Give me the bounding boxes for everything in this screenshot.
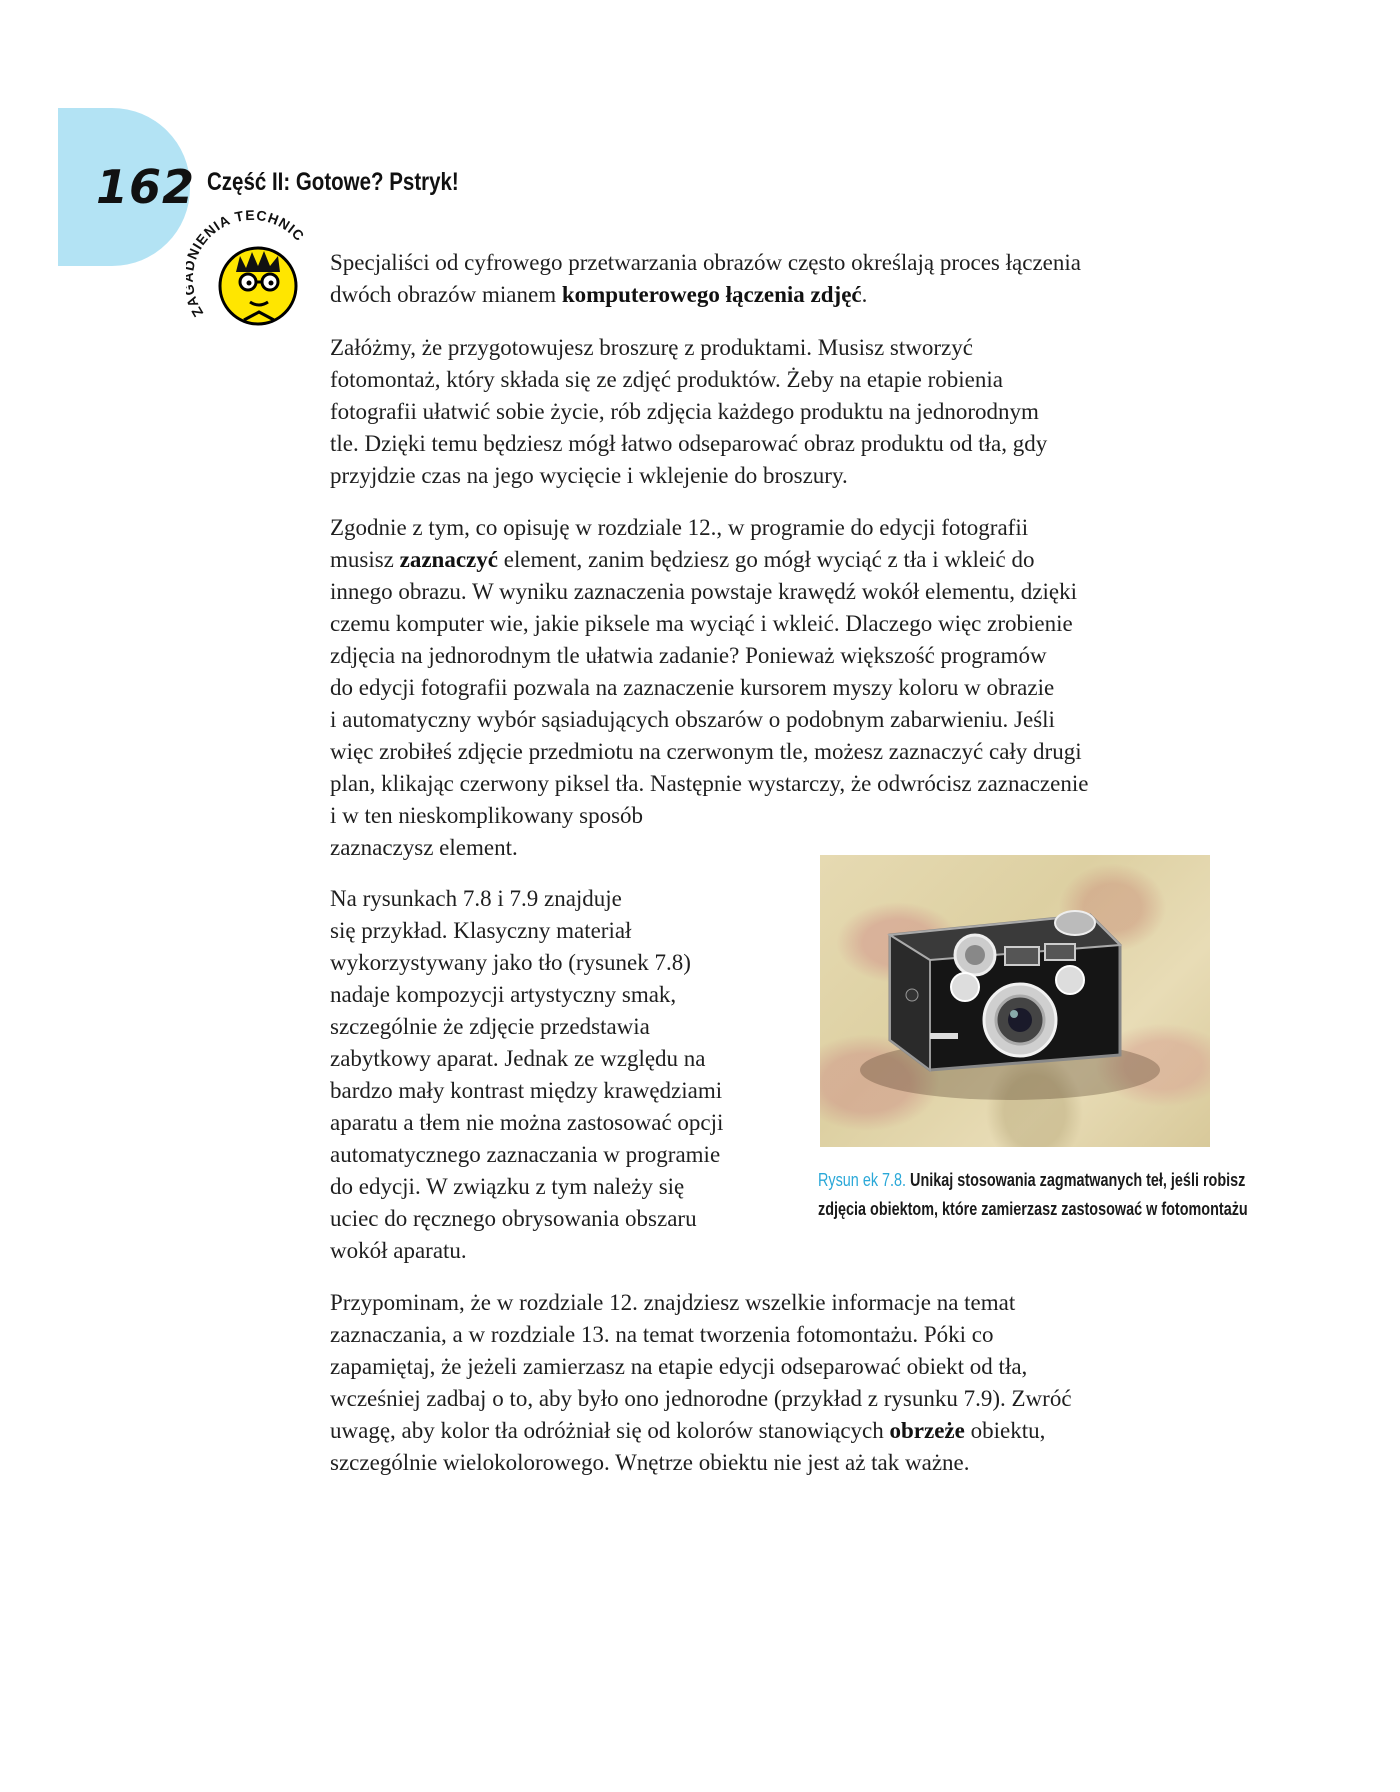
text-run: dwóch obrazów mianem [330,282,562,307]
text-line [330,736,1088,768]
text-run: Specjaliści od cyfrowego przetwarzania obrazów często określają proces łączenia [330,250,1081,275]
text-run: i automatyczny wybór sąsiadujących obszarów o podobnym zabarwieniu. Jeśli [330,707,1055,732]
badge-text: Z IENIA TECHNIC [187,206,308,320]
text-line [330,332,1047,364]
text-run: się przykład. Klasyczny materiał [330,918,632,943]
text-line [330,768,1088,800]
text-line [330,544,1088,576]
text-run: fotomontaż, który składa się ze zdjęć produktów. Żeby na etapie robienia [330,367,1003,392]
text-line [330,460,1047,492]
text-run: zaznaczysz element. [330,835,518,860]
text-line [330,947,723,979]
text-run: zdjęcia na jednorodnym tle ułatwia zadanie? Ponieważ większość programów [330,643,1047,668]
text-line [330,608,1088,640]
text-line [330,279,1081,311]
text-line [330,1351,1072,1383]
text-line [330,883,723,915]
text-line [330,1447,1072,1479]
text-run: obiektu, [964,1418,1046,1443]
text-line [330,672,1088,704]
text-run: element, zanim będziesz go mógł wyciąć z tła i wkleić do [497,547,1035,572]
text-run: musisz [330,547,400,572]
text-line [330,428,1047,460]
text-run: szczególnie wielokolorowego. Wnętrze obiektu nie jest aż tak ważne. [330,1450,970,1475]
text-run: zabytkowy aparat. Jednak ze względu na [330,1046,706,1071]
text-line [330,512,1088,544]
bold-term: zaznaczyć [399,547,498,572]
text-line [330,1139,723,1171]
text-run: Przypominam, że w rozdziale 12. znajdziesz wszelkie informacje na temat [330,1290,1016,1315]
text-line [330,1075,723,1107]
text-run: zapamiętaj, że jeżeli zamierzasz na etapie edycji odseparować obiekt od tła, [330,1354,1028,1379]
text-run: aparatu a tłem nie można zastosować opcji [330,1110,724,1135]
figure-caption-label: Rysun ek 7.8. [818,1170,907,1190]
text-line [330,915,723,947]
text-line [330,247,1081,279]
text-run: uwagę, aby kolor tła odróżniał się od kolorów stanowiących [330,1418,890,1443]
figure-camera-photo [820,855,1210,1147]
technical-stuff-face-icon [186,206,316,346]
text-run: innego obrazu. W wyniku zaznaczenia powstaje krawędź wokół elementu, dzięki [330,579,1078,604]
paragraph-2 [330,332,1047,492]
text-run: do edycji. W związku z tym należy się [330,1174,685,1199]
figure-caption [818,1166,1248,1224]
text-run: . [861,282,868,307]
text-line [330,1043,723,1075]
text-line [330,1235,723,1267]
text-run: wykorzystywany jako tło (rysunek 7.8) [330,950,691,975]
text-run: szczególnie że zdjęcie przedstawia [330,1014,650,1039]
text-run: wcześniej zadbaj o to, aby było ono jednorodne (przykład z rysunku 7.9). Zwróć [330,1386,1072,1411]
text-run: i w ten nieskomplikowany sposób [330,803,644,828]
text-run: uciec do ręcznego obrysowania obszaru [330,1206,697,1231]
paragraph-3 [330,512,1088,864]
text-run: wokół aparatu. [330,1238,467,1263]
paragraph-1 [330,247,1081,311]
text-run: Zgodnie z tym, co opisuję w rozdziale 12., w programie do edycji fotografii [330,515,1029,540]
figure-caption-text: Unikaj stosowania zagmatwanych teł, jeśli robisz [906,1170,1246,1190]
text-line [330,364,1047,396]
text-line [330,1383,1072,1415]
text-line [330,1287,1072,1319]
text-line [330,979,723,1011]
text-run: przyjdzie czas na jego wycięcie i wklejenie do broszury. [330,463,848,488]
text-line [330,1319,1072,1351]
text-run: tle. Dzięki temu będziesz mógł łatwo odseparować obraz produktu od tła, gdy [330,431,1048,456]
text-run: Załóżmy, że przygotowujesz broszurę z produktami. Musisz stworzyć [330,335,973,360]
text-run: zaznaczania, a w rozdziale 13. na temat tworzenia fotomontażu. Póki co [330,1322,994,1347]
technical-stuff-badge [186,206,316,346]
text-run: fotografii ułatwić sobie życie, rób zdjęcia każdego produktu na jednorodnym [330,399,1039,424]
text-line [330,396,1047,428]
text-run: do edycji fotografii pozwala na zaznaczenie kursorem myszy koloru w obrazie [330,675,1055,700]
text-line [330,704,1088,736]
camera-illustration [820,855,1210,1147]
text-run: czemu komputer wie, jakie piksele ma wyciąć i wkleić. Dlaczego więc zrobienie [330,611,1073,636]
figure-caption-text-2: zdjęcia obiektom, które zamierzasz zastosować w fotomontażu [818,1199,1248,1219]
page-number: 162 [96,160,196,214]
text-run: więc zrobiłeś zdjęcie przedmiotu na czerwonym tle, możesz zaznaczyć cały drugi [330,739,1082,764]
bold-term: obrzeże [889,1418,965,1443]
paragraph-5 [330,1287,1072,1479]
text-line [330,1107,723,1139]
text-line [330,1203,723,1235]
text-run: nadaje kompozycji artystyczny smak, [330,982,677,1007]
bold-term: komputerowego łączenia zdjęć [561,282,862,307]
text-line [330,640,1088,672]
part-title: Część II: Gotowe? Pstryk! [207,168,459,196]
text-line [330,1415,1072,1447]
text-run: plan, klikając czerwony piksel tła. Następnie wystarczy, że odwrócisz zaznaczenie [330,771,1089,796]
text-run: bardzo mały kontrast między krawędziami [330,1078,723,1103]
text-line [330,576,1088,608]
text-line [330,1011,723,1043]
text-run: Na rysunkach 7.8 i 7.9 znajduje [330,886,622,911]
text-run: automatycznego zaznaczania w programie [330,1142,721,1167]
text-line [330,1171,723,1203]
text-line [330,800,1088,832]
paragraph-4 [330,883,723,1267]
